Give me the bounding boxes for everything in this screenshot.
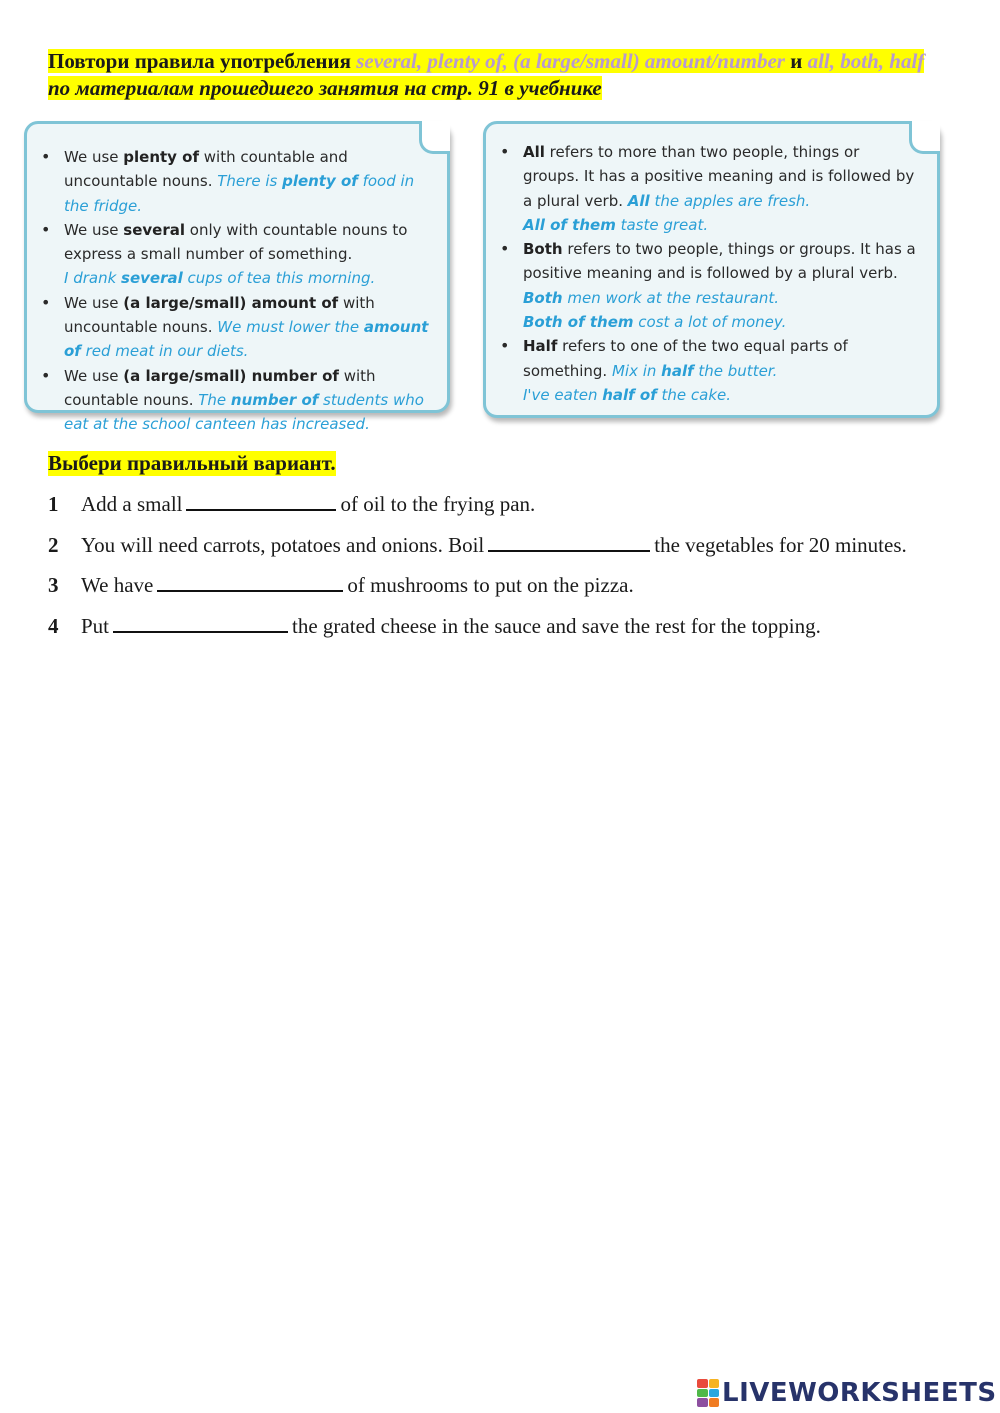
- item-number: 1: [48, 492, 59, 516]
- example-text: Mix in half the butter.: [611, 361, 778, 380]
- example-text: All the apples are fresh.: [627, 191, 811, 210]
- instruction-paragraph: [48, 48, 948, 102]
- exercise-list: [48, 484, 948, 646]
- item-number: 4: [48, 613, 59, 638]
- answer-blank-2[interactable]: [488, 531, 650, 552]
- bullet-icon: •: [500, 142, 510, 161]
- example-text: I've eaten half of the cake.: [523, 385, 732, 404]
- bullet-icon: •: [41, 147, 51, 166]
- grammar-box-right: [483, 121, 940, 418]
- item-number: 3: [48, 573, 59, 597]
- bullet-icon: •: [41, 365, 51, 385]
- item-number: 2: [48, 532, 59, 557]
- logo-text: LIVEWORKSHEETS: [722, 1378, 997, 1408]
- liveworksheets-logo-icon: [697, 1379, 719, 1407]
- example-text: Both of them cost a lot of money.: [523, 313, 787, 332]
- rule-both: • Both refers to two people, things or groups. It has a positive meaning and is followed by a plural verb. Both men work at the restaurant. Both of them cost a lot of money.: [500, 239, 916, 332]
- instruction-and: и: [784, 49, 808, 73]
- answer-blank-4[interactable]: [113, 612, 288, 633]
- grammar-box-left: [24, 121, 450, 434]
- bullet-icon: •: [500, 336, 510, 356]
- exercise-item: 3 We have of mushrooms to put on the pizza.: [48, 565, 948, 606]
- example-text: Both men work at the restaurant.: [523, 288, 780, 307]
- example-text: There is plenty of food in the fridge.: [64, 172, 415, 215]
- exercise-item: 2 You will need carrots, potatoes and onions. Boil the vegetables for 20 minutes.: [48, 525, 948, 566]
- rule-half: • Half refers to one of the two equal parts of something. Mix in half the butter. I've eaten half of the cake.: [500, 336, 848, 404]
- example-text: I drank several cups of tea this morning.: [64, 269, 376, 288]
- rule-amount-of: • We use (a large/small) amount of with uncountable nouns. We must lower the amount of red meat in our diets.: [41, 292, 429, 361]
- rule-number-of: • We use (a large/small) number of with countable nouns. The number of students who eat at the school canteen has increased.: [41, 365, 424, 434]
- example-text: All of them taste great.: [523, 215, 709, 234]
- instruction-lead: Повтори правила употребления: [48, 49, 357, 73]
- rule-several: • We use several only with countable nouns to express a small number of something. I drank several cups of tea this morning.: [41, 219, 408, 288]
- exercise-item: 4 Put the grated cheese in the sauce and save the rest for the topping.: [48, 606, 948, 647]
- exercise-item: 1 Add a small of oil to the frying pan.: [48, 484, 948, 525]
- example-text: The number of students who eat at the school canteen has increased.: [64, 390, 424, 434]
- bullet-icon: •: [41, 219, 51, 239]
- instruction-tail: по материалам прошедшего занятия на стр. 91 в учебнике: [48, 76, 602, 100]
- instruction-topics-b: all, both, half: [807, 49, 925, 73]
- answer-blank-1[interactable]: [186, 490, 336, 511]
- bullet-icon: •: [500, 239, 510, 259]
- example-text: We must lower the amount of red meat in our diets.: [64, 318, 429, 361]
- exercise-title: Выбери правильный вариант.: [48, 451, 336, 475]
- liveworksheets-logo: [697, 1376, 997, 1410]
- bullet-icon: •: [41, 292, 51, 312]
- instruction-topics-a: several, plenty of, (a large/small) amount/number: [356, 49, 785, 73]
- rule-plenty-of: • We use plenty of with countable and uncountable nouns. There is plenty of food in the fridge.: [41, 147, 415, 215]
- answer-blank-3[interactable]: [157, 571, 343, 592]
- rule-all: • All refers to more than two people, things or groups. It has a positive meaning and is followed by a plural verb. All the apples are fresh. All of them taste great.: [500, 142, 915, 234]
